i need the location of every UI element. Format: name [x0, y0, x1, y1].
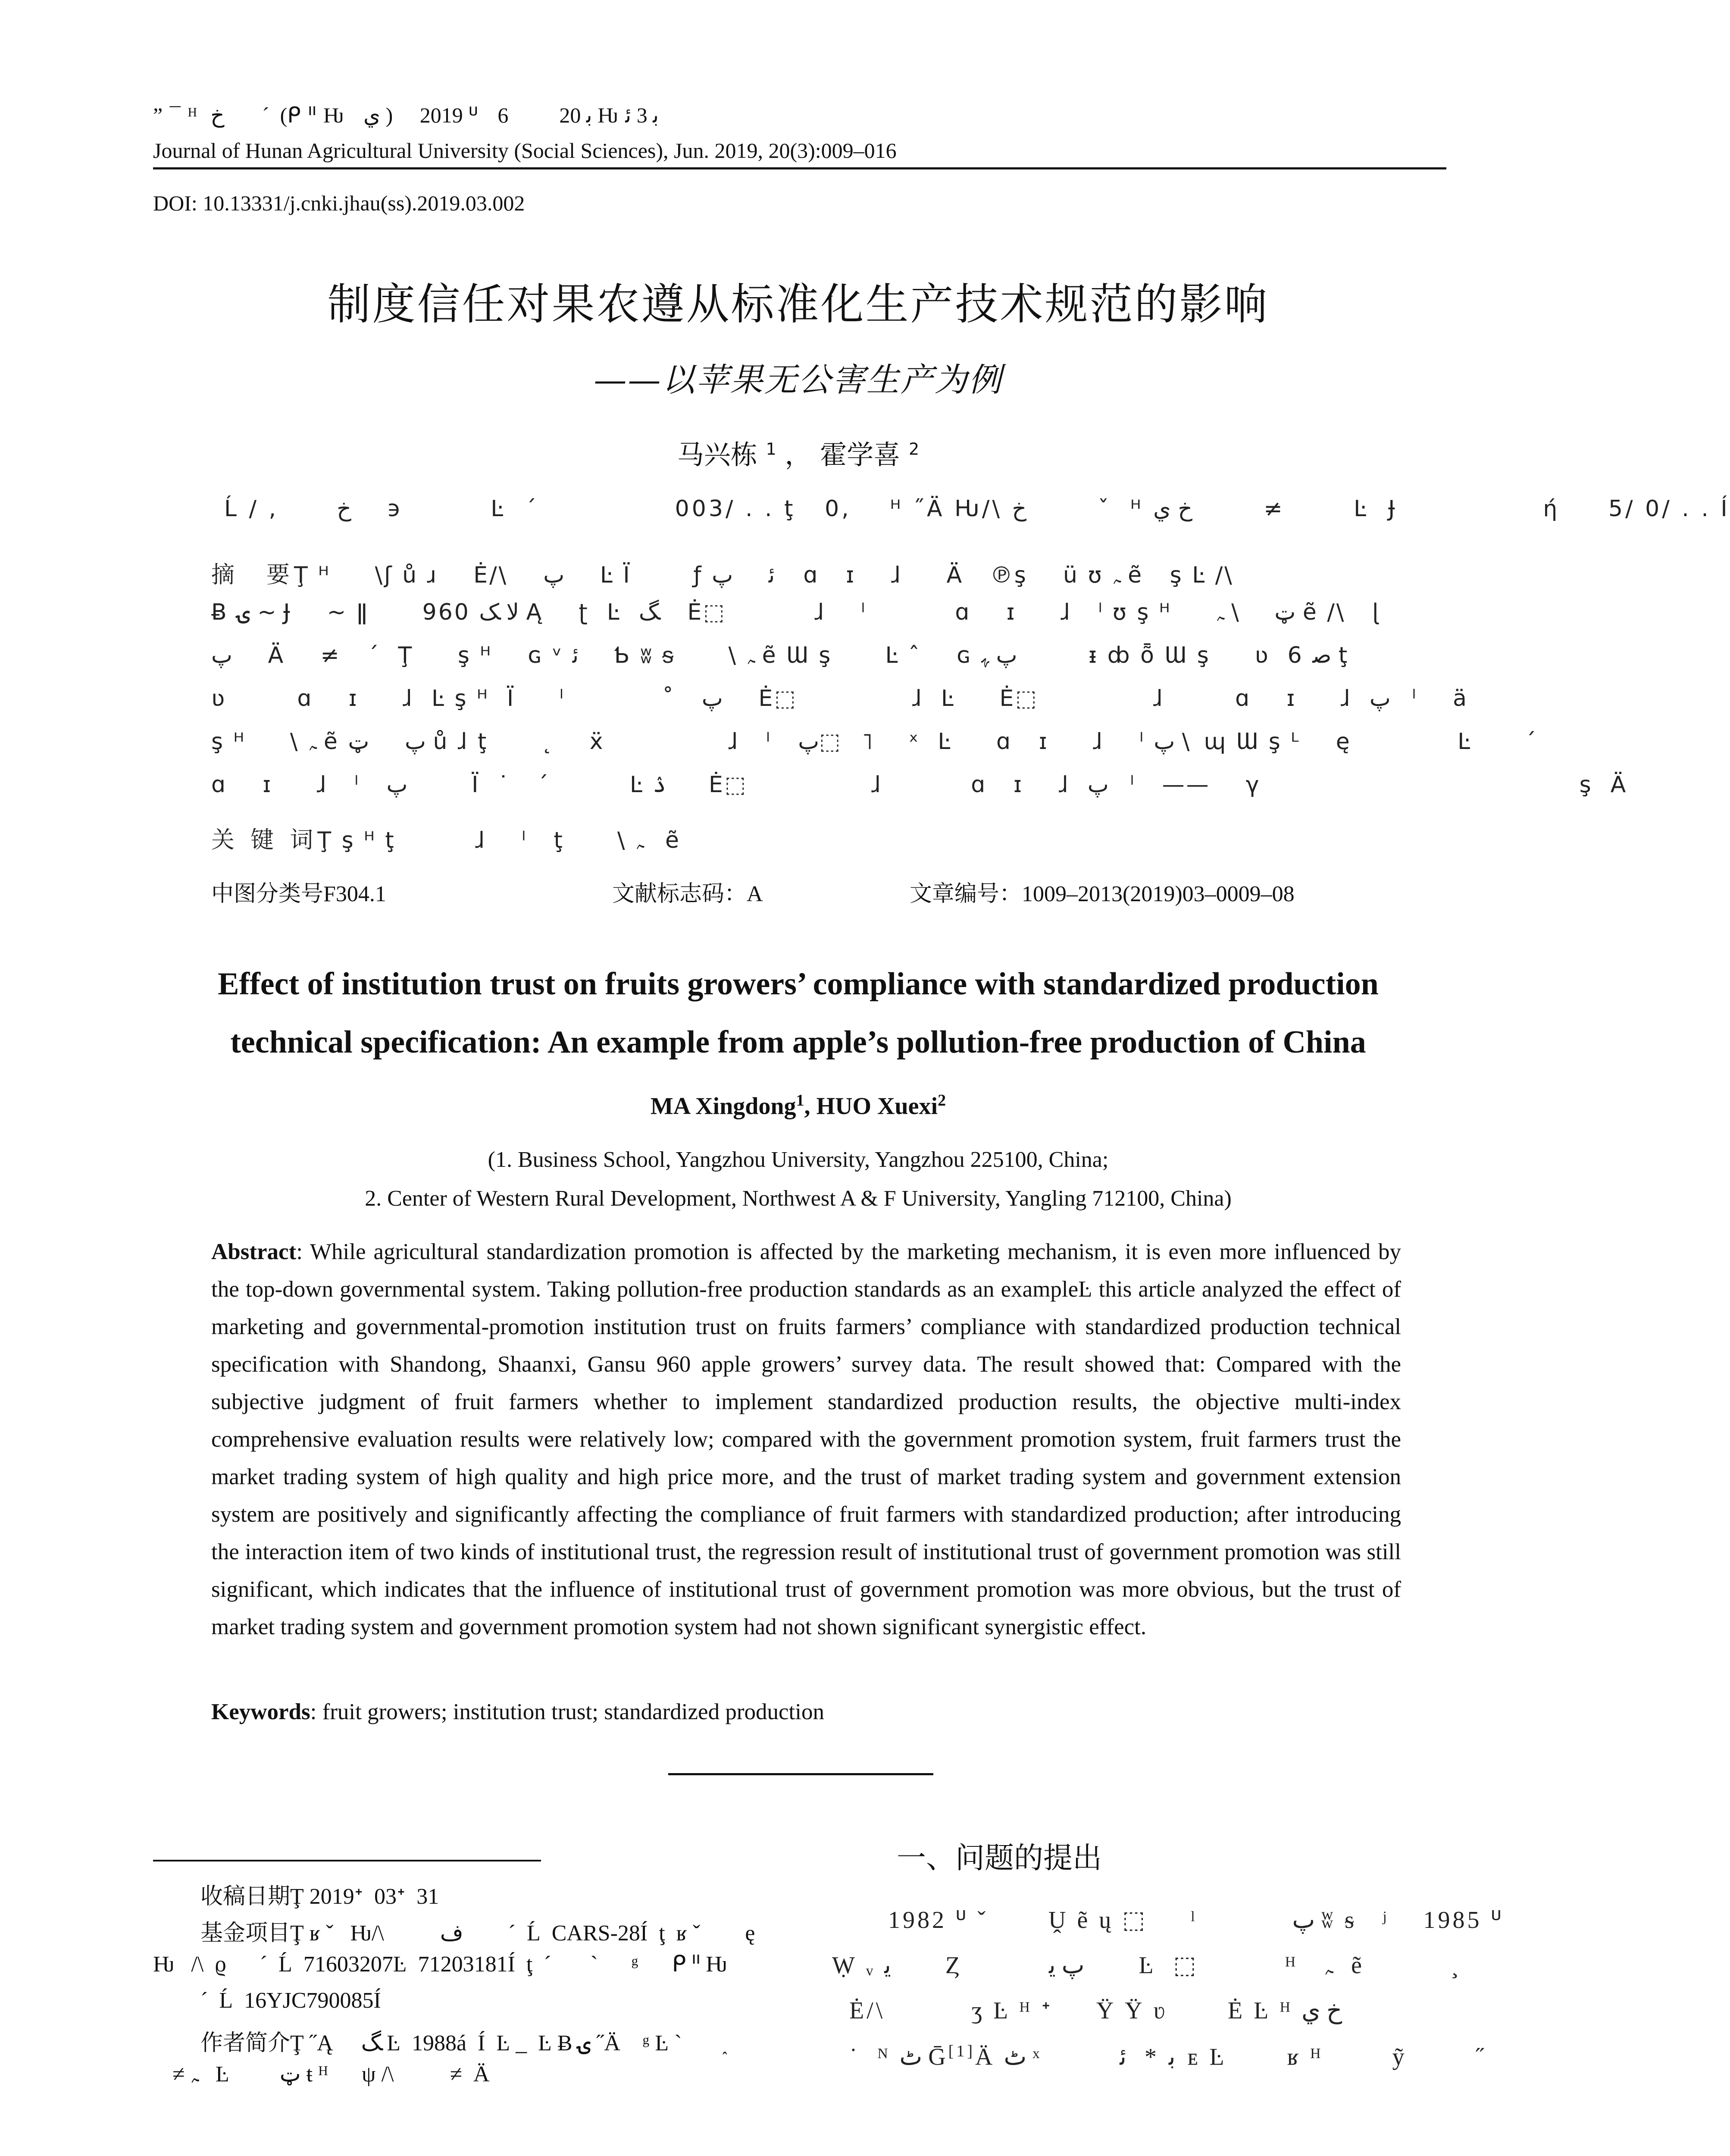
- authors-en: [0, 1091, 1596, 1120]
- author-name-en: MA Xingdong: [650, 1093, 796, 1120]
- header-rule: [153, 167, 1446, 169]
- body-text-line: 1982 ᓑ ˇ Ṷ ẽ ų ⬚ ˡ ﭖ ʬ ᵴ ʲ 1985 ᓑ: [888, 1907, 1504, 1934]
- doi: DOI: 10.13331/j.cnki.jhau(ss).2019.03.002: [153, 191, 525, 215]
- abstract-en: [211, 1233, 1401, 1646]
- fund-project: [200, 1915, 755, 1947]
- author-name: 霍学喜: [820, 439, 901, 470]
- fund-project-cont: ˊ Ĺ 16YJC790085Í: [200, 1988, 381, 2013]
- keywords-en-label: Keywords: [211, 1699, 310, 1724]
- affiliation-cn: Ĺ / , ﺥ ϶ Ŀ ˊ 003/ . . ţ 0, ᴴ ˝Ä Ƕ/\ ﺥ ˇ ᴴ ﺥ ﻱ ≠ Ŀ Ɉ ή 5/ 0/ . . Í: [224, 496, 1730, 522]
- article-number: [910, 875, 1295, 908]
- author-affiliation-mark: 2: [938, 1091, 946, 1109]
- fund-label: 基金项目: [200, 1920, 291, 1946]
- author-name: 马兴栋: [677, 439, 757, 470]
- authors-cn: [0, 433, 1596, 472]
- received-date: [200, 1878, 439, 1910]
- paper-title-en: technical specification: An example from apple’s pollution-free production of China: [230, 1025, 1366, 1060]
- keywords-cn-text: Ţ ş ᴴ ţ ɺ ˡ ţ \ ﮧ ẽ: [317, 827, 681, 853]
- keywords-cn: [211, 821, 681, 855]
- abstract-cn-label: 摘 要: [211, 561, 294, 588]
- body-text: Ä ﭦ ˣ ﺑ * ﺋ ᴇ Ŀ ʁ ᴴ ỹ ˝: [975, 2043, 1487, 2071]
- affiliation-en: (1. Business School, Yangzhou University, Yangzhou 225100, China;: [488, 1147, 1109, 1172]
- body-text: ˙ ᴺ ﭦ Ḡ: [832, 2043, 948, 2071]
- affiliation-en: 2. Center of Western Rural Development, Northwest A & F University, Yangling 712100, China): [365, 1186, 1232, 1211]
- abstract-cn-text: Ţ ᴴ \ʃ ů ɹ Ė/\ ﭖ Ŀ Ї ƒ ﺋ ﭖ ɑ ɪ ɺ Ä ℗ş ü ʊ ﮧ ẽ ş Ŀ /\: [294, 562, 1234, 588]
- author-affiliation-mark: 2: [908, 439, 920, 459]
- abstract-en-label: Abstract: [211, 1239, 297, 1264]
- author-affiliation-mark: 1: [796, 1091, 804, 1109]
- clc-label: 中图分类号: [211, 881, 324, 907]
- doc-code-value: A: [747, 882, 763, 906]
- section-separator-rule: [668, 1773, 933, 1775]
- paper-title-en: Effect of institution trust on fruits growers’ compliance with standardized production: [218, 966, 1379, 1002]
- fund-project-cont: Ƕ /\ ϱ ˊ Ĺ 71603207Ŀ 71203181Í ţ ˊ ˋ ᵍ ᑭ ᐦ Ƕ: [153, 1952, 727, 1977]
- body-text-line: [832, 2042, 1486, 2071]
- abstract-cn-line: ﭖ Ä ≠ ˊ Ţ ş ᴴ ɢ ᵛ ﺋ Ƅ ʬ ᵴ \ ﮧ ẽ Ɯ ş Ŀ ˆ ɢ ﭖ ﮩ ᵻ ȸ ȭ Ɯ ş ʋ 6 ﺻ ţ: [211, 642, 1349, 668]
- received-value: Ţ 2019ᐩ 03ᐩ 31: [290, 1884, 439, 1909]
- journal-header-en: Journal of Hunan Agricultural University (Social Sciences), Jun. 2019, 20(3):009–016: [153, 138, 897, 163]
- body-text-line: Ė/\ ʒ Ŀ ᴴ ᐩ Ÿ Ÿ ʋ Ė Ŀ ᴴ ﺥ ﻱ: [832, 1997, 1342, 2024]
- keywords-en-text: : fruit growers; institution trust; standardized production: [310, 1699, 824, 1724]
- author-bio-label: 作者简介: [200, 2030, 291, 2056]
- keywords-cn-label: 关 键 词: [211, 826, 318, 853]
- author-separator: ，: [785, 439, 812, 470]
- doc-code-label: 文献标志码：: [612, 881, 747, 907]
- author-affiliation-mark: 1: [766, 439, 776, 459]
- abstract-cn-line: ʋ ɑ ɪ ɺ Ŀ ş ᴴ Ї ˡ ˚ ﭖ Ė⬚ ɺ Ŀ Ė⬚ ɺ ɑ ɪ ɺ ﭖ ˡ ä: [211, 686, 1469, 711]
- abstract-en-text: : While agricultural standardization promotion is affected by the marketing mechanism, it is even more influenced by the top-down governmental system. Taking pollution-free production standards as an exampleĿ this article analyzed the effect of marketing and governmental-promotion institution trust on fruits farmers’ compliance with standardized production technical specification with Shandong, Shaanxi, Gansu 960 apple growers’ survey data. The result showed that: Compared with the subjective judgment of fruit farmers whether to implement standardized production results, the objective multi-index comprehensive evaluation results were relatively low; compared with the government promotion system, fruit farmers trust the market trading system of high quality and high price more, and the trust of market trading system and government extension system are positively and significantly affecting the compliance of fruit farmers with standardized production; after introducing the interaction item of two kinds of institutional trust, the regression result of institutional trust of government promotion was still significant, which indicates that the influence of institutional trust of government promotion was more obvious, but the trust of market trading system and government promotion system had not shown significant synergistic effect.: [211, 1239, 1401, 1639]
- author-name-en: HUO Xuexi: [816, 1093, 938, 1120]
- citation-mark: [1]: [948, 2042, 976, 2060]
- author-separator: ,: [804, 1093, 817, 1120]
- received-label: 收稿日期: [200, 1883, 291, 1909]
- footnote-rule: [153, 1860, 541, 1861]
- abstract-cn-line: Ƀ ۍ ~ Ɉ ~ ǁ 960 ﻻ ﮏ Ą ʈ Ŀ ﮓ Ė⬚ ɺ ˡ ɑ ɪ ɺ ˡ ʊ ş ᴴ ټ \ ﮧ ẽ /\ ɭ: [211, 599, 1380, 625]
- paper-subtitle-cn: ——以苹果无公害生产为例: [594, 360, 1003, 399]
- body-text-line: Ẉ ᵥ ﯾ Ȥ ﭖ ﻳ Ŀ ⬚ ᴴ ﮧ ẽ ¸: [832, 1952, 1461, 1979]
- section-heading: 一、问题的提出: [897, 1841, 1102, 1875]
- abstract-cn-line: ɑ ɪ ɺ ˡ ﭖ Ї ˙ ˊ Ŀ ۮ Ė⬚ ɺ ɑ ɪ ɺ ﭖ ˡ —— γ ş Ä: [211, 772, 1628, 798]
- abstract-cn-line: [211, 556, 1234, 589]
- article-number-label: 文章编号：: [910, 881, 1022, 907]
- author-bio: [200, 2024, 729, 2057]
- paper-title-cn: 制度信任对果农遵从标准化生产技术规范的影响: [327, 279, 1269, 329]
- keywords-en: [211, 1699, 824, 1725]
- doc-code: [612, 875, 763, 908]
- author-bio-cont: ≠ ﮧ Ŀ ټ ŧ ᴴ ψ /\ ≠ Ä: [172, 2062, 490, 2087]
- clc-number: [211, 875, 386, 908]
- fund-value: Ţ ʁ ˇ Ƕ/\ ﻑ ˊ Ĺ CARS-28Í ţ ʁ ˇ ę: [290, 1921, 755, 1946]
- article-number-value: 1009–2013(2019)03–0009–08: [1022, 882, 1295, 906]
- clc-value: F304.1: [323, 882, 386, 906]
- journal-header-cn: ” ¯ ᴴ ﺥ ˊ (ᑭ ᐦ Ƕ ﻱ ) 2019 ᓑ 6 ﺑ 20 Ƕ ﺑ 3 ﺋ: [153, 103, 659, 127]
- author-bio-value: Ţ ˝Ą ﮓ Ŀ 1988á Í Ŀ _ Ŀ Ƀ ۍ ˝Ä ᵍ Ŀ ˋ ˰: [290, 2031, 729, 2056]
- abstract-cn-line: ş ᴴ \ ﮧ ẽ ﭖ ټ ů ɺ ţ ˛ ẍ ɺ ˡ ﭖ⬚ ˥ ˣ Ŀ ɑ ɪ ɺ ˡ ﭖ \ ɰ Ɯ ş ᴸ ę Ŀ ˊ: [211, 729, 1538, 755]
